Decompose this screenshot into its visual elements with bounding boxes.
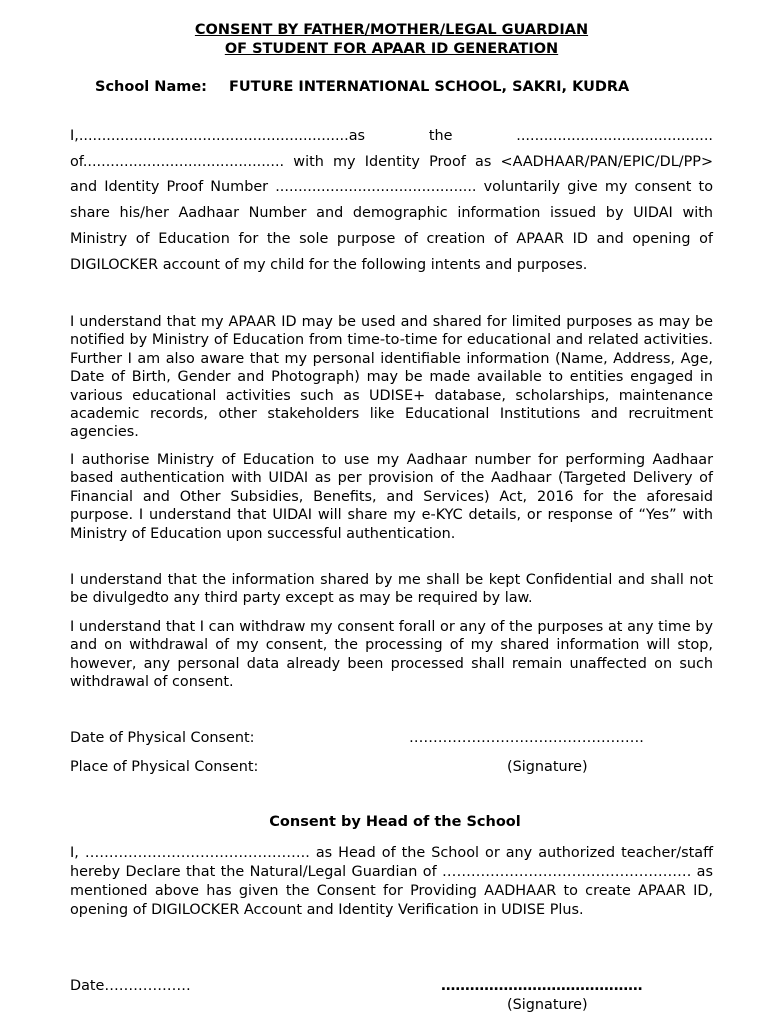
head-declaration-paragraph: I, ……………………………………….. as Head of the School or any authorized teacher/staff hereby Declare that the Natural/Legal Guardian of ……………………………………………. as mentioned above has given the Consent for Providing AADHAAR to create APAAR ID, opening of DIGILOCKER Account and Identity Verification in UDISE Plus.: [70, 845, 713, 918]
intro-paragraph: I,...........................................................as the ........................................... of............................................ with my Identity Proof as <AADHAAR/PAN/EPIC/DL/PP> and Identity Proof Number ............................................ voluntarily give my consent to share his/her Aadhaar Number and demographic information issued by UIDAI with Ministry of Education for the sole purpose of creation of APAAR ID and opening of DIGILOCKER account of my child for the following intents and purposes.: [70, 128, 713, 273]
form-title-line-1: CONSENT BY FATHER/MOTHER/LEGAL GUARDIAN: [194, 22, 589, 38]
school-name-label: School Name:: [95, 79, 207, 95]
head-of-school-heading: Consent by Head of the School: [269, 814, 521, 830]
authorisation-paragraph: I authorise Ministry of Education to use my Aadhaar number for performing Aadhaar based authentication with UIDAI as per provision of the Aadhaar (Targeted Delivery of Financial and Other Subsidies, Benefits, and Services) Act, 2016 for the aforesaid purpose. I understand that UIDAI will share my e-KYC details, or response of “Yes” with Ministry of Education upon successful authentication.: [70, 452, 713, 542]
date-of-consent-label: Date of Physical Consent:: [70, 730, 255, 746]
head-signature-label: (Signature): [507, 997, 588, 1013]
signature-line: ………………………………………….: [409, 730, 644, 746]
place-of-consent-label: Place of Physical Consent:: [70, 759, 259, 775]
form-title-line-2: OF STUDENT FOR APAAR ID GENERATION: [224, 41, 559, 57]
apaar-usage-paragraph: I understand that my APAAR ID may be used and shared for limited purposes as may be notified by Ministry of Education from time-to-time for educational and related activities. Further I am also aware that my personal identifiable information (Name, Address, Age, Date of Birth, Gender and Photograph) may be made available to entities engaged in various educational activities such as UDISE+ database, scholarships, maintenance academic records, other stakeholders like Educational Institutions and recruitment agencies.: [70, 314, 713, 441]
head-date-label: Date………………: [70, 978, 191, 994]
withdrawal-paragraph: I understand that I can withdraw my consent forall or any of the purposes at any time by and on withdrawal of my consent, the processing of my shared information will stop, however, any personal data already been processed shall remain unaffected on such withdrawal of consent.: [70, 619, 713, 691]
school-name-value: FUTURE INTERNATIONAL SCHOOL, SAKRI, KUDRA: [228, 79, 630, 95]
guardian-signature-label: (Signature): [507, 759, 588, 775]
school-name-row: [95, 79, 629, 95]
confidentiality-paragraph: I understand that the information shared by me shall be kept Confidential and shall not be divulgedto any third party except as may be required by law.: [70, 572, 713, 607]
head-signature-line: ……………………………………: [441, 978, 643, 994]
